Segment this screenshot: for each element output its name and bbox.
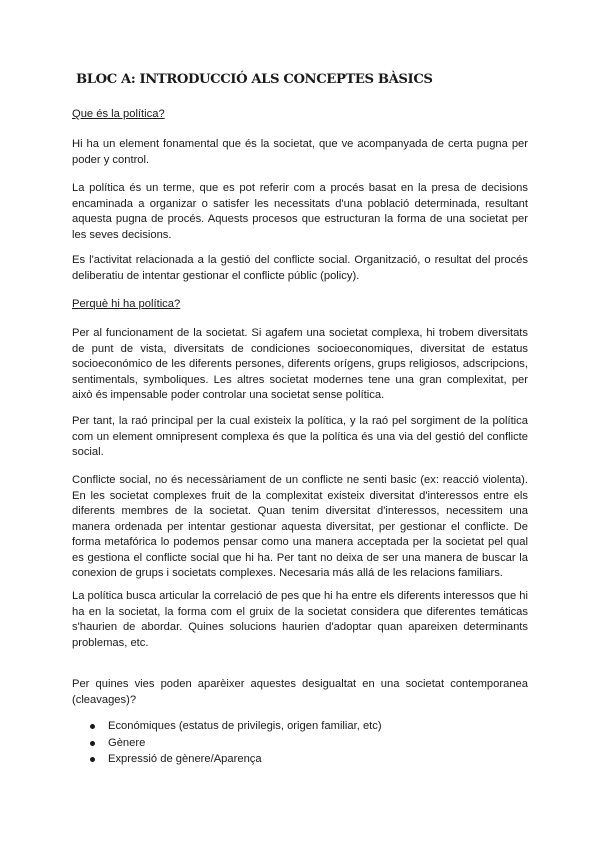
list-item xyxy=(72,752,528,769)
cleavages-list xyxy=(72,719,528,769)
page-title: BLOC A: INTRODUCCIÓ ALS CONCEPTES BÀSICS xyxy=(76,72,433,87)
paragraph: Per tant, la raó principal per la cual existeix la política, y la raó pel sorgiment de la política com un element omnipresent complexa és que la política és una via del gestió del conflicte social. xyxy=(72,415,528,458)
list-item xyxy=(72,719,528,736)
bullet-icon xyxy=(90,741,95,746)
bullet-icon xyxy=(90,724,95,729)
list-item-label: Gènere xyxy=(108,736,146,749)
paragraph: Per quines vies poden aparèixer aquestes desigualtat en una societat contemporanea (cleavages)? xyxy=(72,678,528,706)
paragraph: Conflicte social, no és necessàriament de un conflicte ne senti basic (ex: reacció violenta). En les societat complexes fruit de la complexitat existeix diversitat d'interessos entre els diferents membres de la societat. Quan tenim diversitat d'interessos, necessitem una manera ordenada per intentar gestionar aquesta diversitat, per gestionar el conflicte. De forma metafórica lo podemos pensar como una manera acceptada per la societat pel qual es gestiona el conflicte social que hi ha. Per tant no deixa de ser una manera de buscar la conexion de grups i societats complexes. Necesaria más allá de les relacions familiars. xyxy=(72,474,528,579)
bullet-icon xyxy=(90,757,95,762)
paragraph: Hi ha un element fonamental que és la societat, que ve acompanyada de certa pugna per poder y control. xyxy=(72,138,528,166)
paragraph: Es l'activitat relacionada a la gestió del conflicte social. Organització, o resultat del procés deliberatiu de intentar gestionar el conflicte públic (policy). xyxy=(72,254,528,282)
list-item-label: Económiques (estatus de privilegis, origen familiar, etc) xyxy=(108,720,382,732)
paragraph: Per al funcionament de la societat. Si agafem una societat complexa, hi trobem diversitats de punt de vista, diversitats de condiciones socioeconomiques, diversitat de estatus socioeconómico de les diferents persones, diferents orígens, grups religiosos, adscripcions, sentimentals, symboliques. Les altres societat modernes tene una gran complexitat, per això és impensable poder controlar una societat sense política. xyxy=(72,327,528,401)
paragraph: La política és un terme, que es pot referir com a procés basat en la presa de decisions encaminada a organizar o satisfer les necessitats d'una població determinada, resultant aquesta pugna de procés. Aquests procesos que estructuran la forma de una societat per les seves decisions. xyxy=(72,182,528,241)
paragraph: La política busca articular la correlació de pes que hi ha entre els diferents interessos que hi ha en la societat, la forma com el gruix de la societat considera que diferentes temáticas s'haurien de abordar. Quines solucions haurien d'adoptar quan apareixen determinants problemas, etc. xyxy=(72,590,528,649)
list-item-label: Expressió de gènere/Aparença xyxy=(108,753,262,765)
section-heading-que-es-la-politica: Que és la política? xyxy=(72,108,165,120)
section-heading-perque-hi-ha-politica: Perquè hi ha política? xyxy=(72,298,181,310)
list-item xyxy=(72,736,528,753)
